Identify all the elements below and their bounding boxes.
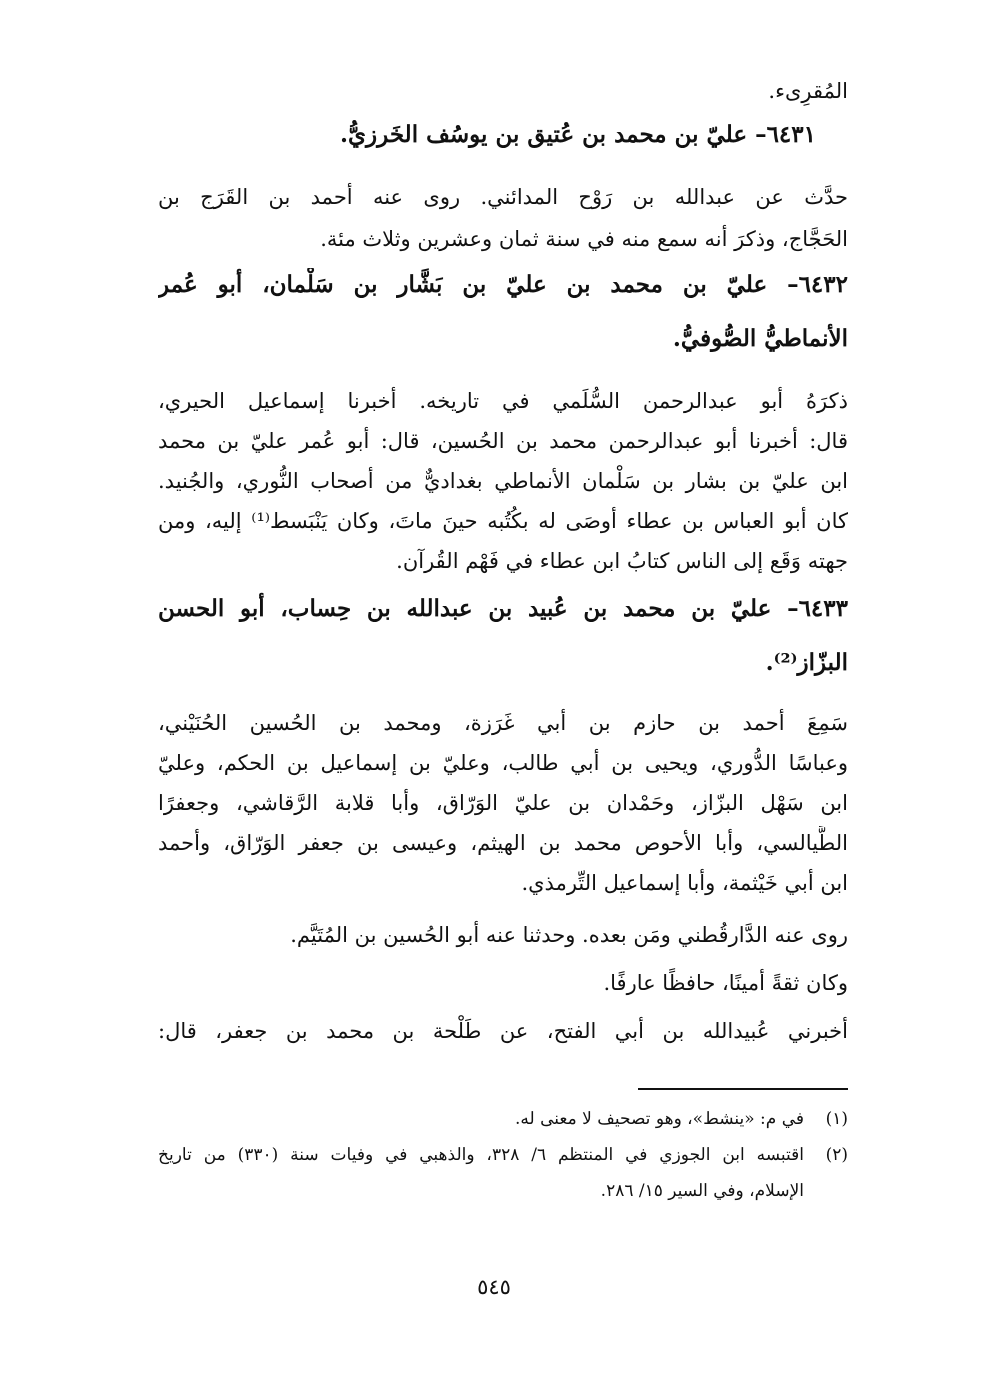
text-line: جهته وَقَع إلى الناس كتابُ ابن عطاء في فَهْم القُرآن. (396, 549, 848, 573)
footnote-separator (638, 1088, 848, 1090)
text-line: سَمِعَ أحمد بن حازم بن أبي غَرَزة، ومحمد بن الحُسين الحُنَيْني، (158, 711, 848, 735)
text-line: وعباسًا الدُّوري، ويحيى بن أبي طالب، وعليّ بن إسماعيل بن الحكم، وعليّ (158, 751, 848, 775)
text-line: كان أبو العباس بن عطاء أوصَى له بكُتُبه حينَ ماتَ، وكان يَنْبَسط⁽¹⁾ إليه، ومن (158, 509, 848, 533)
footnote-text: الإسلام، وفي السير ١٥/ ٢٨٦. (600, 1181, 804, 1201)
entry-heading-6433-cont: البزّاز⁽²⁾. (765, 649, 848, 676)
text-line-carryover: المُقرِىء. (768, 79, 848, 103)
entry-heading-6432-cont: الأنماطيُّ الصُّوفيُّ. (672, 325, 848, 352)
text-line: قال: أخبرنا أبو عبدالرحمن محمد بن الحُسين، قال: أبو عُمر عليّ بن محمد (158, 429, 848, 453)
footnote-number: (١) (825, 1109, 848, 1129)
text-line: ابن أبي خَيْثمة، وأبا إسماعيل التِّرمذي. (521, 871, 848, 895)
text-line: ذكرَهُ أبو عبدالرحمن السُّلَمي في تاريخه. أخبرنا إسماعيل الحيري، (158, 389, 848, 413)
text-line: أخبرني عُبيدالله بن أبي الفتح، عن طَلْحة بن محمد بن جعفر، قال: (158, 1019, 848, 1043)
entry-heading-6433: ٦٤٣٣– عليّ بن محمد بن عُبيد بن عبدالله بن حِساب، أبو الحسن (158, 595, 848, 622)
footnote-text: في م: «ينشط»، وهو تصحيف لا معنى له. (515, 1109, 804, 1129)
page-number: ٥٤٥ (477, 1275, 511, 1299)
text-line: الحَجَّاج، وذكرَ أنه سمع منه في سنة ثمان وعشرين وثلاث مئة. (320, 227, 848, 251)
text-line: وكان ثقةً أمينًا، حافظًا عارفًا. (603, 971, 848, 995)
text-line: حدَّث عن عبدالله بن رَوْح المدائني. روى عنه أحمد بن القَرَج بن (158, 185, 848, 209)
text-line: ابن عليّ بن بشار بن سَلْمان الأنماطي بغداديٌّ من أصحاب النُّوري، والجُنيد. (158, 469, 848, 493)
footnote-2-cont (158, 1176, 848, 1208)
entry-heading-6432: ٦٤٣٢– عليّ بن محمد بن عليّ بن بَشَّار بن سَلْمان، أبو عُمر (158, 271, 848, 298)
footnote-1 (158, 1104, 848, 1136)
text-line: روى عنه الدَّارقُطني ومَن بعده. وحدثنا عنه أبو الحُسين بن المُتَيَّم. (290, 923, 848, 947)
footnote-text: اقتبسه ابن الجوزي في المنتظم ٦/ ٣٢٨، والذهبي في وفيات سنة (٣٣٠) من تاريخ (158, 1145, 804, 1165)
text-line: ابن سَهْل البزّاز، وحَمْدان بن عليّ الوَرّاق، وأبا قلابة الرَّقاشي، وجعفرًا (158, 791, 848, 815)
footnote-number-spacer (804, 1176, 848, 1208)
footnote-2 (158, 1140, 848, 1172)
entry-heading-6431: ٦٤٣١– عليّ بن محمد بن عُتيق بن يوسُف الخَرزيُّ. (340, 121, 816, 148)
text-line: الطَّيالسي، وأبا الأحوص محمد بن الهيثم، وعيسى بن جعفر الوَرّاق، وأحمد (158, 831, 848, 855)
footnote-number: (٢) (825, 1145, 848, 1165)
